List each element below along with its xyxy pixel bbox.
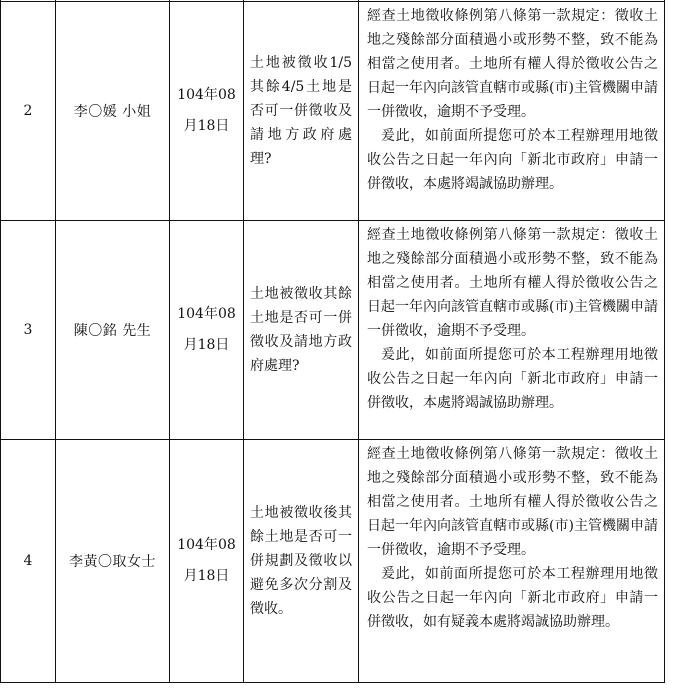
date-cell <box>170 221 244 440</box>
response-cell <box>359 440 665 683</box>
date-line-1: 104年08 <box>177 306 236 322</box>
opinion-question: 土地被徵收後其餘土地是否可一併規劃及徵收以避免多次分割及徵收。 <box>244 440 359 683</box>
opinion-question: 土地被徵收其餘土地是否可一併徵收及請地方政府處理? <box>244 221 359 440</box>
row-number: 2 <box>1 2 56 221</box>
response-paragraph-2: 爰此，如前面所提您可於本工程辦理用地徵收公告之日起一年內向「新北市政府」申請一併徵收，本處將竭誠協助辦理。 <box>367 128 658 192</box>
date-line-2: 月18日 <box>183 118 230 134</box>
table-row <box>1 440 665 683</box>
response-cell <box>359 221 665 440</box>
row-number: 4 <box>1 440 56 683</box>
table-row <box>1 221 665 440</box>
response-paragraph-2: 爰此，如前面所提您可於本工程辦理用地徵收公告之日起一年內向「新北市政府」申請一併徵收，本處將竭誠協助辦理。 <box>367 347 658 411</box>
table-row <box>1 2 665 221</box>
response-cell <box>359 2 665 221</box>
date-line-1: 104年08 <box>177 537 236 553</box>
response-paragraph-1: 經查土地徵收條例第八條第一款規定：徵收土地之殘餘部分面積過小或形勢不整，致不能為相當之使用者。土地所有權人得於徵收公告之日起一年內向該管直轄市或縣(市)主管機關申請一併徵收，逾期不予受理。 <box>367 446 658 558</box>
petitioner-name: 李黃〇取女士 <box>56 440 170 683</box>
response-paragraph-2: 爰此，如前面所提您可於本工程辦理用地徵收公告之日起一年內向「新北市政府」申請一併徵收，如有疑義本處將竭誠協助辦理。 <box>367 566 658 630</box>
date-cell <box>170 440 244 683</box>
row-number: 3 <box>1 221 56 440</box>
date-cell <box>170 2 244 221</box>
petitioner-name: 李〇媛 小姐 <box>56 2 170 221</box>
opinion-question: 土地被徵收1/5其餘4/5土地是否可一併徵收及請地方政府處理? <box>244 2 359 221</box>
response-paragraph-1: 經查土地徵收條例第八條第一款規定：徵收土地之殘餘部分面積過小或形勢不整，致不能為相當之使用者。土地所有權人得於徵收公告之日起一年內向該管直轄市或縣(市)主管機關申請一併徵收，逾期不予受理。 <box>367 227 658 339</box>
petitioner-name: 陳〇銘 先生 <box>56 221 170 440</box>
response-paragraph-1: 經查土地徵收條例第八條第一款規定：徵收土地之殘餘部分面積過小或形勢不整，致不能為相當之使用者。土地所有權人得於徵收公告之日起一年內向該管直轄市或縣(市)主管機關申請一併徵收，逾期不予受理。 <box>367 8 658 120</box>
date-line-2: 月18日 <box>183 337 230 353</box>
date-line-1: 104年08 <box>177 87 236 103</box>
date-line-2: 月18日 <box>183 568 230 584</box>
